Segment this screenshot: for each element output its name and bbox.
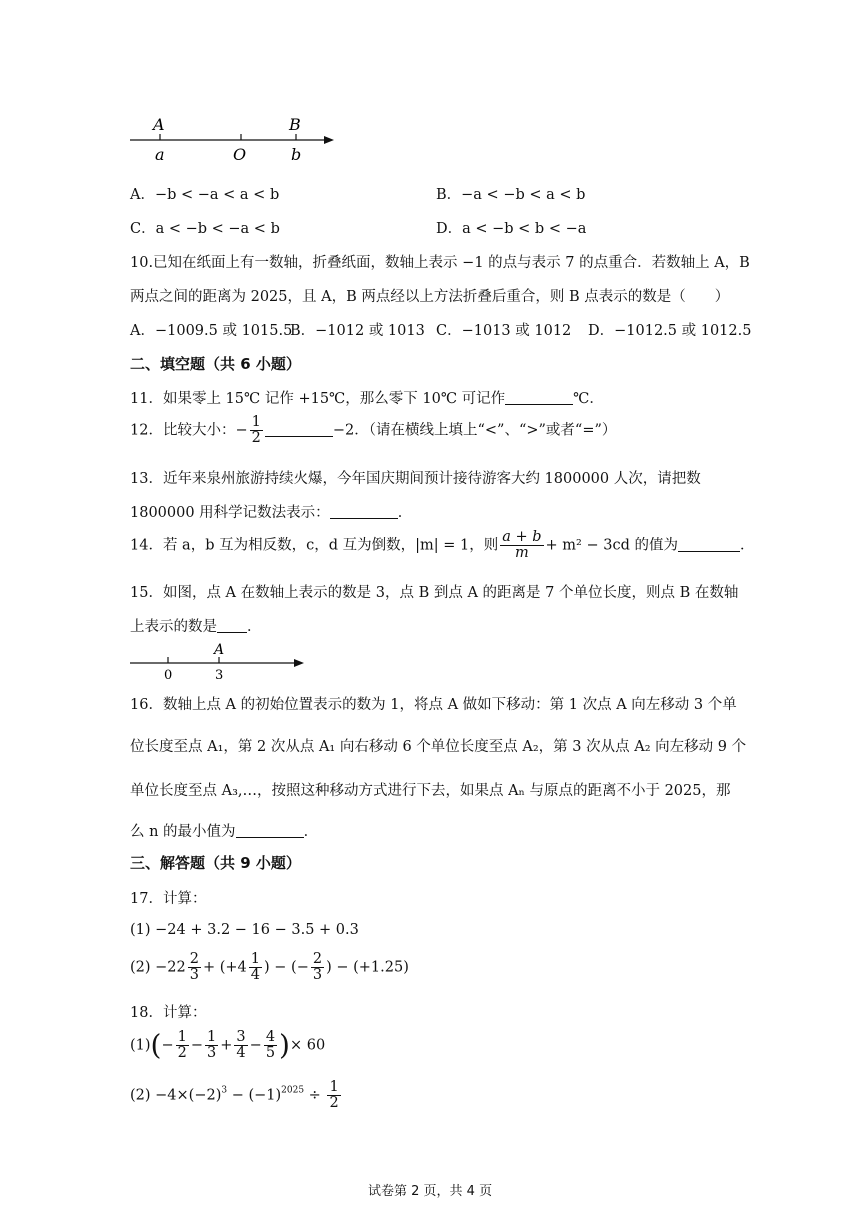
q17-title: 17．计算： bbox=[130, 891, 207, 907]
q16-line4 bbox=[130, 820, 318, 841]
q16-line3: 单位长度至点 A₃,…，按照这种移动方式进行下去，如果点 Aₙ 与原点的距离不小于 2025，那 bbox=[130, 783, 731, 799]
q12-tail: −2．（请在横线上填上“<”、“>”或者“=”） bbox=[332, 422, 617, 439]
denominator: m bbox=[515, 545, 529, 561]
q14-mid: + m² − 3cd 的值为 bbox=[545, 537, 678, 554]
label-A: A bbox=[214, 642, 225, 658]
label-b: b bbox=[291, 145, 302, 164]
q17-p2-b: ) − (− bbox=[264, 959, 309, 976]
fraction-1-2 bbox=[250, 415, 263, 446]
denominator: 3 bbox=[207, 1045, 217, 1061]
q13-line1: 13．近年来泉州旅游持续火爆，今年国庆期间预计接待游客大约 1800000 人次，请把数 bbox=[130, 471, 701, 487]
q17-part-2 bbox=[130, 952, 409, 983]
numerator: 1 bbox=[251, 414, 261, 430]
q16-line2: 位长度至点 A₁，第 2 次从点 A₁ 向右移动 6 个单位长度至点 A₂，第 3 次从点 A₂ 向左移动 9 个 bbox=[130, 739, 747, 755]
q14-answer-blank[interactable] bbox=[678, 537, 740, 552]
fraction-3-4 bbox=[234, 1030, 247, 1061]
q15-tail: ． bbox=[247, 619, 262, 635]
q18-part-2 bbox=[130, 1080, 343, 1111]
q11-answer-blank[interactable] bbox=[505, 390, 573, 405]
number-line-figure-q9 bbox=[120, 112, 350, 167]
q11 bbox=[130, 387, 604, 408]
number-line-figure-q15 bbox=[120, 640, 320, 685]
q13-answer-blank[interactable] bbox=[330, 504, 398, 519]
q11-tail: ℃． bbox=[573, 391, 604, 407]
q15-line2 bbox=[130, 615, 262, 636]
q10-line2: 两点之间的距离为 2025，且 A，B 两点经以上方法折叠后重合，则 B 点表示的数是（ ） bbox=[130, 289, 730, 305]
q17-p2-c: ) − (+1.25) bbox=[326, 959, 409, 976]
q9-option-b: B．−a < −b < a < b bbox=[436, 187, 586, 203]
numerator: 1 bbox=[177, 1029, 187, 1045]
q18-p1-lead: (1) bbox=[130, 1037, 151, 1054]
exponent: 2025 bbox=[281, 1085, 305, 1096]
q16-line4-text: 么 n 的最小值为 bbox=[130, 824, 236, 840]
label-B: B bbox=[289, 115, 301, 134]
fraction-a-plus-b-over-m bbox=[500, 530, 543, 561]
fraction-2-3 bbox=[188, 952, 201, 983]
q14-tail: ． bbox=[739, 537, 755, 554]
q9-option-a: A．−b < −a < a < b bbox=[130, 187, 280, 203]
q10-option-c: C．−1013 或 1012 bbox=[436, 323, 572, 339]
q11-text: 11．如果零上 15℃ 记作 +15℃，那么零下 10℃ 可记作 bbox=[130, 391, 506, 407]
exponent: 3 bbox=[221, 1085, 228, 1096]
denominator: 5 bbox=[265, 1045, 276, 1061]
label-O: O bbox=[233, 145, 247, 164]
q10-line1: 10.已知在纸面上有一数轴，折叠纸面，数轴上表示 −1 的点与表示 7 的点重合．若数轴上 A，B bbox=[130, 255, 750, 271]
q18-title: 18．计算： bbox=[130, 1005, 207, 1021]
q18-p2-tail: ÷ bbox=[304, 1087, 326, 1104]
numerator: 1 bbox=[207, 1029, 217, 1045]
q18-p2-lead: (2) −4×(−2) bbox=[130, 1087, 222, 1104]
q15-answer-blank[interactable] bbox=[217, 618, 247, 633]
denominator: 3 bbox=[189, 967, 199, 983]
q12-text: 12．比较大小：− bbox=[130, 422, 248, 439]
q14 bbox=[130, 530, 754, 561]
q12 bbox=[130, 415, 616, 446]
q15-line2-text: 上表示的数是 bbox=[130, 619, 217, 635]
denominator: 4 bbox=[250, 967, 261, 983]
numerator: 1 bbox=[329, 1079, 339, 1095]
q9-option-d: D．a < −b < b < −a bbox=[436, 221, 587, 237]
label-A: A bbox=[153, 115, 165, 134]
q16-answer-blank[interactable] bbox=[236, 823, 304, 838]
label-3: 3 bbox=[215, 668, 224, 683]
fraction-1-2-b bbox=[327, 1080, 340, 1111]
label-0: 0 bbox=[164, 668, 173, 683]
numerator: 2 bbox=[312, 951, 323, 967]
fraction-1-2 bbox=[176, 1030, 189, 1061]
fraction-1-4 bbox=[249, 952, 262, 983]
q14-text: 14．若 a，b 互为相反数，c，d 互为倒数，|m| = 1，则 bbox=[130, 537, 499, 554]
q16-tail: ． bbox=[303, 824, 319, 840]
q12-answer-blank[interactable] bbox=[265, 422, 333, 437]
q18-p2-mid: − (−1) bbox=[227, 1087, 282, 1104]
fraction-1-3 bbox=[205, 1030, 218, 1061]
denominator: 3 bbox=[312, 967, 323, 983]
q10-option-d: D．−1012.5 或 1012.5 bbox=[588, 323, 752, 339]
numerator: 4 bbox=[265, 1029, 276, 1045]
section-3-heading: 三、解答题（共 9 小题） bbox=[130, 854, 301, 872]
label-a: a bbox=[155, 145, 165, 164]
denominator: 2 bbox=[177, 1045, 187, 1061]
fraction-2-3-b bbox=[311, 952, 324, 983]
q13-line2-text: 1800000 用科学记数法表示： bbox=[130, 505, 330, 521]
numerator: 1 bbox=[250, 951, 261, 967]
close-paren: ) bbox=[279, 1028, 290, 1062]
q9-option-c: C．a < −b < −a < b bbox=[130, 221, 280, 237]
q15-line1: 15．如图，点 A 在数轴上表示的数是 3，点 B 到点 A 的距离是 7 个单位长度，则点 B 在数轴 bbox=[130, 585, 739, 601]
q10-option-b: B．−1012 或 1013 bbox=[290, 323, 425, 339]
q17-p2-a: + (+4 bbox=[202, 959, 247, 976]
q18-part-1: (1)(− $\frac{1}{2}$ − $\frac{1}{3}$ + $\frac{3}{4}$ − $\frac{4}{5}$ )× 60 bbox=[130, 1028, 326, 1062]
q17-part-1: (1) −24 + 3.2 − 16 − 3.5 + 0.3 bbox=[130, 922, 359, 938]
numerator: a + b bbox=[502, 529, 542, 545]
numerator: 2 bbox=[189, 951, 199, 967]
denominator: 2 bbox=[329, 1095, 339, 1111]
page-footer: 试卷第 2 页，共 4 页 bbox=[368, 1184, 493, 1199]
fraction-4-5 bbox=[264, 1030, 277, 1061]
q18-p1-tail: × 60 bbox=[289, 1037, 326, 1054]
q17-p2-lead: (2) −22 bbox=[130, 959, 186, 976]
q16-line1: 16．数轴上点 A 的初始位置表示的数为 1，将点 A 做如下移动：第 1 次点 A 向左移动 3 个单 bbox=[130, 697, 737, 713]
q13-line2 bbox=[130, 501, 412, 522]
q10-option-a: A．−1009.5 或 1015.5 bbox=[130, 323, 293, 339]
denominator: 2 bbox=[251, 430, 261, 446]
open-paren: ( bbox=[150, 1028, 162, 1062]
q13-tail: ． bbox=[397, 505, 413, 521]
section-2-heading: 二、填空题（共 6 小题） bbox=[130, 355, 301, 373]
numerator: 3 bbox=[236, 1029, 246, 1045]
denominator: 4 bbox=[236, 1045, 246, 1061]
